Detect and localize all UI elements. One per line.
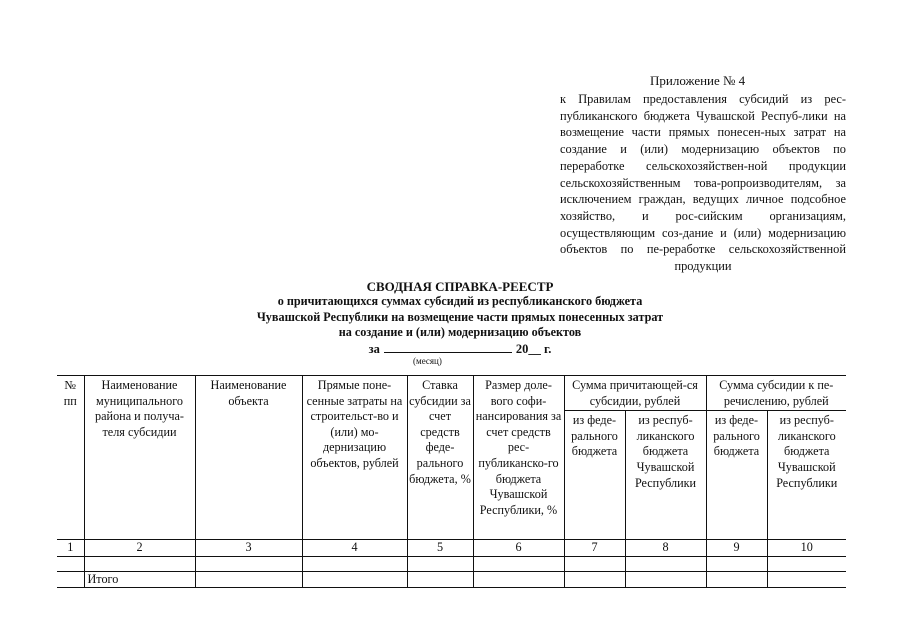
table-cell[interactable] [706,571,767,588]
registry-table [57,375,846,588]
total-label: Итого [84,571,195,588]
table-cell[interactable] [564,571,625,588]
table-row [57,556,846,571]
header-due-federal: из феде-рального бюджета [564,411,625,540]
table-cell[interactable] [767,571,846,588]
table-cell[interactable] [195,571,302,588]
appendix-title: Приложение № 4 [650,73,746,88]
subtitle-line-1: о причитающихся суммах субсидий из республиканского бюджета [277,294,643,308]
table-cell[interactable] [473,556,564,571]
table-cell[interactable] [407,571,473,588]
period-suffix: 20__ г. [515,342,552,356]
header-federal-rate: Ставка субсидии за счет средств феде-рального бюджета, % [407,376,473,540]
column-number: 8 [625,540,706,557]
column-number: 5 [407,540,473,557]
column-number-row [57,540,846,557]
month-caption: (месяц) [413,356,442,366]
header-district-recipient: Наименование муниципального района и получа-теля субсидии [84,376,195,540]
column-number: 6 [473,540,564,557]
table-cell[interactable] [625,556,706,571]
header-group-transfer-subsidy: Сумма субсидии к пе-речислению, рублей [706,376,846,411]
header-transfer-federal: из феде-рального бюджета [706,411,767,540]
document-subtitle [150,294,770,341]
table-cell[interactable] [57,571,84,588]
table-cell[interactable] [767,556,846,571]
table-cell[interactable] [706,556,767,571]
table-cell[interactable] [407,556,473,571]
header-direct-costs: Прямые поне-сенные затраты на строительст-во и (или) мо-дернизацию объектов, рублей [302,376,407,540]
subtitle-line-2: Чувашской Республики на возмещение части прямых понесенных затрат [256,309,664,324]
column-number: 7 [564,540,625,557]
total-row [57,571,846,588]
header-object-name: Наименование объекта [195,376,302,540]
header-due-republican: из респуб-ликанского бюджета Чувашской Республики [625,411,706,540]
column-number: 1 [57,540,84,557]
appendix-text: к Правилам предоставления субсидий из рес-публиканского бюджета Чувашской Респуб-лики на возмещение части прямых понесен-ных затрат на создание и (или) модернизацию объектов по переработке сельскохозяйствен-ной продукции сельскохозяйственным това-ропроизводителям, за исключением граждан, ведущих личное подсобное хозяйство, и рос-сийским организациям, осуществляющим соз-дание и (или) модернизацию объектов по пе-реработке сельскохозяйственной продукции [560,92,846,274]
table-cell[interactable] [302,571,407,588]
header-group-due-subsidy: Сумма причитающей-ся субсидии, рублей [564,376,706,411]
column-number: 9 [706,540,767,557]
table-cell[interactable] [84,556,195,571]
table-cell[interactable] [564,556,625,571]
period-line [150,341,770,357]
header-cofinancing-share: Размер доле-вого софи-нансирования за счет средств рес-публиканско-го бюджета Чувашской Республики, % [473,376,564,540]
document-title: СВОДНАЯ СПРАВКА-РЕЕСТР [366,279,554,294]
column-number: 3 [195,540,302,557]
table-cell[interactable] [625,571,706,588]
table-cell[interactable] [57,556,84,571]
table-cell[interactable] [302,556,407,571]
table-cell[interactable] [195,556,302,571]
column-number: 4 [302,540,407,557]
subtitle-line-3: на создание и (или) модернизацию объектов [338,325,582,339]
period-prefix: за [368,342,380,356]
header-transfer-republican: из респуб-ликанского бюджета Чувашской Республики [767,411,846,540]
header-number: № пп [57,376,84,540]
column-number: 10 [767,540,846,557]
month-blank-field[interactable] [384,341,512,353]
column-number: 2 [84,540,195,557]
table-cell[interactable] [473,571,564,588]
